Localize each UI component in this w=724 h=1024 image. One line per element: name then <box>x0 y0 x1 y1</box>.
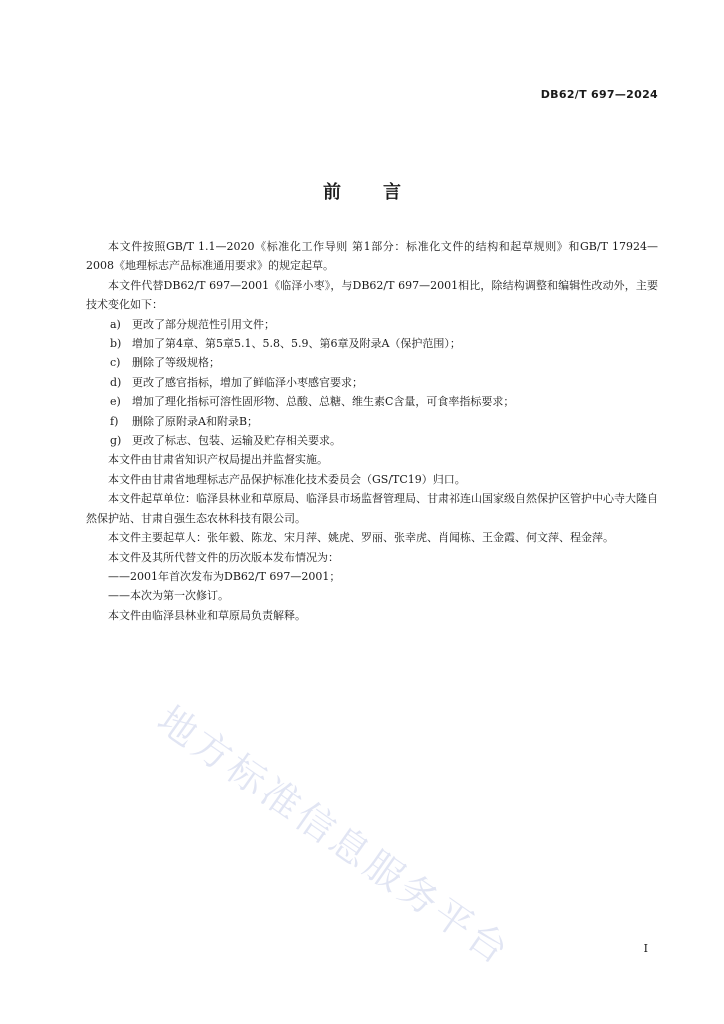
list-marker: f) <box>110 414 119 428</box>
paragraph-drafters: 本文件主要起草人：张年毅、陈龙、宋月萍、姚虎、罗丽、张幸虎、肖闻栋、王金霞、何文萍、程金萍。 <box>108 531 614 545</box>
paragraph-drafting-units: 本文件起草单位：临泽县林业和草原局、临泽县市场监督管理局、甘肃祁连山国家级自然保护区管护中心寺大隆自然保护站、甘肃自强生态农林科技有限公司。 <box>86 492 658 525</box>
list-item <box>86 373 658 392</box>
paragraph-drafting-rules: 本文件按照GB/T 1.1—2020《标准化工作导则 第1部分：标准化文件的结构和起草规则》和GB/T 17924—2008《地理标志产品标准通用要求》的规定起草。 <box>86 240 658 273</box>
list-marker: a) <box>110 317 121 331</box>
list-item <box>86 392 658 411</box>
list-item <box>86 315 658 334</box>
list-marker: g) <box>110 434 122 448</box>
list-text: 删除了等级规格； <box>132 356 220 370</box>
watermark: 地方标准信息服务平台 <box>149 697 519 975</box>
history-item: ——2001年首次发布为DB62/T 697—2001； <box>108 569 341 583</box>
page-number: I <box>643 942 648 955</box>
list-item <box>86 334 658 353</box>
list-marker: e) <box>110 395 121 409</box>
page-title: 前言 <box>323 182 443 203</box>
list-marker: c) <box>110 356 121 370</box>
list-item <box>86 353 658 372</box>
list-marker: d) <box>110 375 122 389</box>
paragraph-history: 本文件及其所代替文件的历次版本发布情况为： <box>108 550 339 564</box>
list-text: 增加了理化指标可溶性固形物、总酸、总糖、维生素C含量，可食率指标要求； <box>132 395 515 409</box>
paragraph-committee: 本文件由甘肃省地理标志产品保护标准化技术委员会（GS/TC19）归口。 <box>108 472 466 486</box>
document-number: DB62/T 697—2024 <box>540 88 658 101</box>
list-text: 增加了第4章、第5章5.1、5.8、5.9、第6章及附录A（保护范围）； <box>132 337 461 351</box>
list-text: 更改了感官指标，增加了鲜临泽小枣感官要求； <box>132 375 363 389</box>
list-marker: b) <box>110 337 122 351</box>
foreword-body <box>86 237 658 625</box>
history-item: ——本次为第一次修订。 <box>108 589 229 603</box>
list-item <box>86 431 658 450</box>
paragraph-proposer: 本文件由甘肃省知识产权局提出并监督实施。 <box>108 453 328 467</box>
list-text: 更改了标志、包装、运输及贮存相关要求。 <box>132 434 341 448</box>
list-text: 删除了原附录A和附录B； <box>132 414 259 428</box>
paragraph-replacement: 本文件代替DB62/T 697—2001《临泽小枣》，与DB62/T 697—2001相比，除结构调整和编辑性改动外，主要技术变化如下： <box>86 278 658 312</box>
paragraph-interpretation: 本文件由临泽县林业和草原局负责解释。 <box>108 608 306 622</box>
list-text: 更改了部分规范性引用文件； <box>132 317 275 331</box>
list-item <box>86 412 658 431</box>
